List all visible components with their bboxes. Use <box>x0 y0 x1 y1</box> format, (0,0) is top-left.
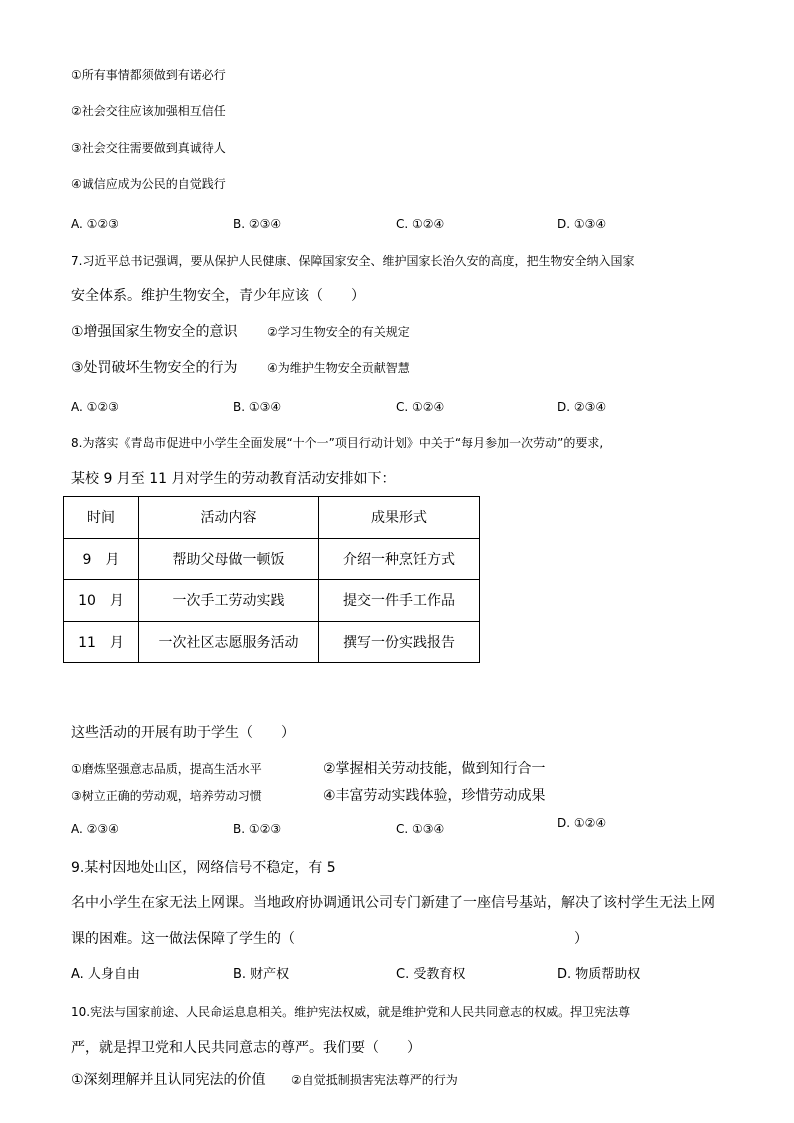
q8-option-d: D. ①②④ <box>557 816 607 830</box>
q8-item-4: ④丰富劳动实践体验，珍惜劳动成果 <box>323 788 546 804</box>
q9-option-d: D. 物质帮助权 <box>557 967 641 982</box>
q6-item-2: ②社会交往应该加强相互信任 <box>71 104 226 118</box>
q7-option-a: A. ①②③ <box>71 400 119 414</box>
q8-question: 这些活动的开展有助于学生（ ） <box>71 725 295 741</box>
table-header-row <box>64 497 480 539</box>
q7-option-c: C. ①②④ <box>396 400 445 414</box>
table-cell: 9 月 <box>64 538 139 580</box>
q9-stem-line2: 名中小学生在家无法上网课。当地政府协调通讯公司专门新建了一座信号基站，解决了该村学生无法上网 <box>71 895 715 911</box>
q10-item-2: ②自觉抵制损害宪法尊严的行为 <box>291 1073 458 1087</box>
activity-table <box>63 496 480 663</box>
table-header-cell: 成果形式 <box>319 497 480 539</box>
q7-stem-line1: 7.习近平总书记强调，要从保护人民健康、保障国家安全、维护国家长治久安的高度，把生物安全纳入国家 <box>71 254 635 268</box>
q7-option-b: B. ①③④ <box>233 400 282 414</box>
table-cell: 撰写一份实践报告 <box>319 621 480 663</box>
q7-stem-line2: 安全体系。维护生物安全，青少年应该（ ） <box>71 288 365 304</box>
table-cell: 一次社区志愿服务活动 <box>139 621 319 663</box>
table-cell: 一次手工劳动实践 <box>139 580 319 622</box>
q6-option-b: B. ②③④ <box>233 217 282 231</box>
table-header-cell: 活动内容 <box>139 497 319 539</box>
q10-item-1: ①深刻理解并且认同宪法的价值 <box>71 1072 266 1088</box>
table-cell: 帮助父母做一顿饭 <box>139 538 319 580</box>
q10-stem-line1: 10.宪法与国家前途、人民命运息息相关。维护宪法权威，就是维护党和人民共同意志的权威。捍卫宪法尊 <box>71 1005 631 1019</box>
table-header-cell: 时间 <box>64 497 139 539</box>
q6-item-1: ①所有事情都须做到有诺必行 <box>71 68 226 82</box>
q10-stem-line2: 严，就是捍卫党和人民共同意志的尊严。我们要（ ） <box>71 1040 421 1056</box>
table-row <box>64 580 480 622</box>
q7-item-4: ④为维护生物安全贡献智慧 <box>267 361 410 375</box>
q8-option-a: A. ②③④ <box>71 822 119 836</box>
q6-option-c: C. ①②④ <box>396 217 445 231</box>
q8-item-3: ③树立正确的劳动观，培养劳动习惯 <box>71 789 262 803</box>
q6-item-4: ④诚信应成为公民的自觉践行 <box>71 177 226 191</box>
table-row <box>64 621 480 663</box>
q7-option-d: D. ②③④ <box>557 400 607 414</box>
table-cell: 提交一件手工作品 <box>319 580 480 622</box>
q7-item-3: ③处罚破坏生物安全的行为 <box>71 360 238 376</box>
q7-item-1: ①增强国家生物安全的意识 <box>71 324 238 340</box>
q9-stem-line1: 9.某村因地处山区，网络信号不稳定，有 5 <box>71 860 336 876</box>
q6-option-a: A. ①②③ <box>71 217 119 231</box>
q8-item-1: ①磨炼坚强意志品质，提高生活水平 <box>71 762 262 776</box>
table-row <box>64 538 480 580</box>
q9-option-c: C. 受教育权 <box>396 967 466 982</box>
q9-option-b: B. 财产权 <box>233 967 290 982</box>
q7-item-2: ②学习生物安全的有关规定 <box>267 325 410 339</box>
q6-item-3: ③社会交往需要做到真诚待人 <box>71 141 226 155</box>
q8-stem-line1: 8.为落实《青岛市促进中小学生全面发展“十个一”项目行动计划》中关于“每月参加一次劳动”的要求, <box>71 436 604 450</box>
q8-option-c: C. ①③④ <box>396 822 445 836</box>
table-cell: 10 月 <box>64 580 139 622</box>
table-cell: 介绍一种烹饪方式 <box>319 538 480 580</box>
q8-option-b: B. ①②③ <box>233 822 282 836</box>
q8-stem-line2: 某校 9 月至 11 月对学生的劳动教育活动安排如下： <box>71 471 396 487</box>
q9-stem-line3-end: ） <box>574 931 588 947</box>
q9-stem-line3: 课的困难。这一做法保障了学生的（ <box>71 931 295 947</box>
q6-option-d: D. ①③④ <box>557 217 607 231</box>
table-cell: 11 月 <box>64 621 139 663</box>
q8-item-2: ②掌握相关劳动技能，做到知行合一 <box>323 761 546 777</box>
q9-option-a: A. 人身自由 <box>71 967 140 982</box>
